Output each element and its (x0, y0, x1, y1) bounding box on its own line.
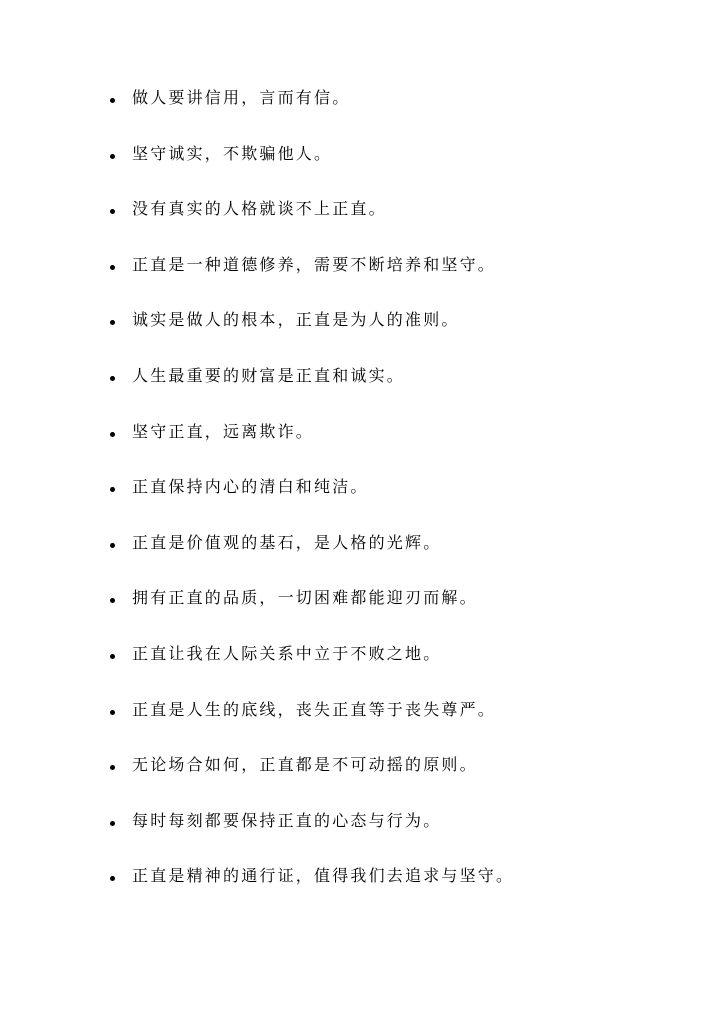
quote-text: 诚实是做人的根本，正直是为人的准则。 (132, 310, 460, 330)
bullet-icon (110, 154, 115, 159)
quote-text: 坚守正直，远离欺诈。 (132, 421, 315, 441)
quote-text: 每时每刻都要保持正直的心态与行为。 (132, 810, 442, 830)
bullet-icon (110, 265, 115, 270)
quote-text: 正直是人生的底线，丧失正直等于丧失尊严。 (132, 699, 497, 719)
quote-text: 人生最重要的财富是正直和诚实。 (132, 365, 406, 385)
list-item (0, 694, 720, 750)
quote-text: 正直让我在人际关系中立于不败之地。 (132, 643, 442, 663)
bullet-icon (110, 710, 115, 715)
list-item (0, 582, 720, 638)
list-item (0, 638, 720, 694)
list-item (0, 471, 720, 527)
list-item (0, 360, 720, 416)
list-item (0, 749, 720, 805)
bullet-icon (110, 654, 115, 659)
bullet-icon (110, 598, 115, 603)
bullet-icon (110, 376, 115, 381)
list-item (0, 304, 720, 360)
bullet-icon (110, 320, 115, 325)
bullet-icon (110, 821, 115, 826)
list-item (0, 416, 720, 472)
list-item (0, 249, 720, 305)
bullet-icon (110, 98, 115, 103)
list-item (0, 138, 720, 194)
quote-text: 拥有正直的品质，一切困难都能迎刃而解。 (132, 588, 478, 608)
quote-list (0, 82, 720, 916)
list-item (0, 527, 720, 583)
quote-text: 做人要讲信用，言而有信。 (132, 88, 351, 107)
bullet-icon (110, 432, 115, 437)
quote-text: 正直是价值观的基石，是人格的光辉。 (132, 532, 442, 552)
quote-text: 正直是精神的通行证，值得我们去追求与坚守。 (132, 866, 515, 886)
list-item (0, 805, 720, 861)
bullet-icon (110, 209, 115, 214)
quote-text: 正直保持内心的清白和纯洁。 (132, 477, 369, 497)
quote-text: 坚守诚实，不欺骗他人。 (132, 143, 333, 163)
quote-text: 无论场合如何，正直都是不可动摇的原则。 (132, 755, 478, 775)
bullet-icon (110, 876, 115, 881)
list-item (0, 193, 720, 249)
list-item (0, 82, 720, 138)
list-item (0, 860, 720, 916)
bullet-icon (110, 543, 115, 548)
quote-text: 没有真实的人格就谈不上正直。 (132, 199, 387, 219)
quote-text: 正直是一种道德修养，需要不断培养和坚守。 (132, 254, 497, 274)
bullet-icon (110, 765, 115, 770)
bullet-icon (110, 487, 115, 492)
